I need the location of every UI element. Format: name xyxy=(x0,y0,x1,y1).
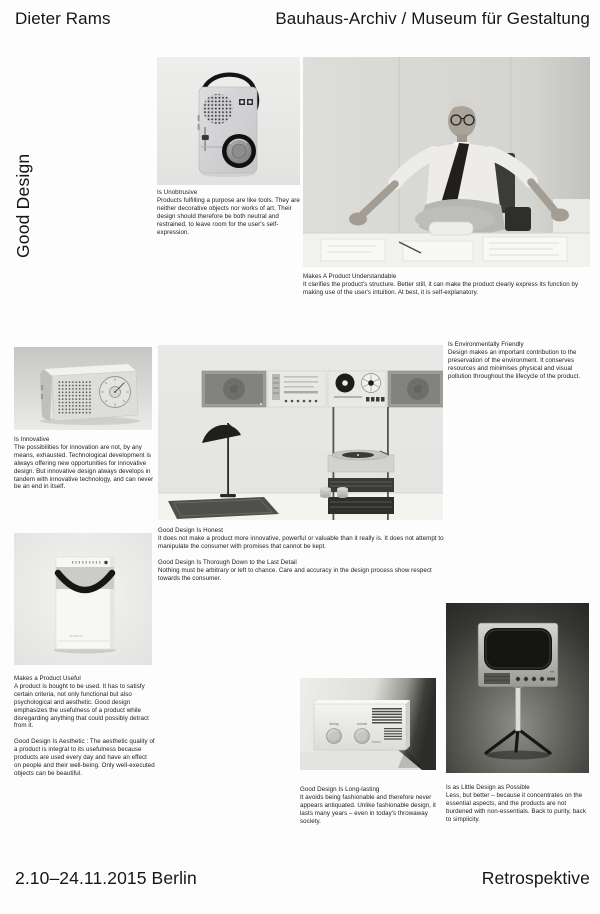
caption-innovative xyxy=(14,436,155,491)
caption-environmental xyxy=(448,341,591,381)
tuning-dial xyxy=(100,377,131,408)
figure-tv-set xyxy=(446,603,589,773)
caption-minimal xyxy=(446,784,592,824)
caption-heading: Is Unobtrusive xyxy=(157,189,198,196)
caption-useful-aesthetic xyxy=(14,675,155,778)
control-unit xyxy=(268,371,326,407)
tabletop-radio-illustration xyxy=(14,347,152,430)
portable-appliance-illustration xyxy=(14,533,152,665)
chair-armrest xyxy=(505,207,531,231)
speaker-grille xyxy=(203,94,233,124)
vertical-title: Good Design xyxy=(13,153,33,258)
tuning-label: tuning xyxy=(329,722,339,726)
figure-dieter-rams-portrait xyxy=(303,57,590,267)
pocket-radio-illustration xyxy=(157,57,300,185)
figure-hifi-wall-unit xyxy=(158,345,443,520)
hifi-illustration xyxy=(158,345,443,520)
caption-understandable xyxy=(303,273,591,297)
caption-longlasting xyxy=(300,786,442,826)
venue-name: Bauhaus-Archiv / Museum für Gestaltung xyxy=(275,9,590,28)
left-speaker xyxy=(202,371,266,407)
speaker-grille xyxy=(58,380,92,414)
volume-label: volume xyxy=(356,722,368,726)
record-player xyxy=(328,450,394,472)
small-radio-illustration xyxy=(300,678,436,770)
caption-body: Nothing must be arbitrary or left to chance. Care and accuracy in the design process show respect towards the consumer. xyxy=(158,566,432,582)
caption-heading: Good Design Is Long-lasting xyxy=(300,786,380,793)
caption-heading: Is as Little Design as Possible xyxy=(446,784,530,791)
brand-mark: braun xyxy=(70,633,83,638)
exhibition-dates: 2.10–24.11.2015 Berlin xyxy=(15,868,197,888)
caption-body: Good Design Is Aesthetic : The aesthetic quality of a product is integral to its usefulness because products are used every day and have an effect on people and their well-being. Only well-executed objects can be beautiful. xyxy=(14,738,155,777)
tape-deck xyxy=(328,371,386,407)
brand-mark: braun xyxy=(372,740,381,744)
caption-body: It avoids being fashionable and therefore never appears antiquated. Unlike fashionable design, it lasts many years – even in today's throwaway society. xyxy=(300,793,436,825)
artist-name: Dieter Rams xyxy=(15,9,111,28)
tv-illustration xyxy=(446,603,589,773)
tv-stem xyxy=(515,685,520,731)
caption-heading: Is Environmentally Friendly xyxy=(448,341,524,348)
caption-body: It clarifies the product's structure. Better still, it can make the product clearly express its function by making use of the user's intuition. At best, it is self-explanatory. xyxy=(303,280,579,296)
caption-heading: Good Design Is Thorough Down to the Last Detail xyxy=(158,558,297,566)
tv-screen xyxy=(484,628,552,670)
caption-body: The possibilities for innovation are not, by any means, exhausted. Technological development is always offering new opportunities for innovative design. But innovative design always develops in tandem with innovative technology, and can never be an end in itself. xyxy=(14,443,154,491)
caption-heading: Makes A Product Understandable xyxy=(303,273,397,280)
caption-heading: Good Design Is Honest xyxy=(158,527,224,534)
caption-heading: Is Innovative xyxy=(14,436,50,443)
exhibition-title: Retrospektive xyxy=(481,868,590,888)
caption-body: Less, but better – because it concentrates on the essential aspects, and the products are not burdened with non-essentials. Back to purity, back to simplicity. xyxy=(446,791,586,823)
caption-body: Products fulfilling a purpose are like tools. They are neither decorative objects nor works of art. Their design should therefore be both neutral and restrained, to leave room for the user's self-expression. xyxy=(157,196,300,236)
figure-small-radio xyxy=(300,678,436,770)
figure-portable-appliance xyxy=(14,533,152,665)
caption-unobtrusive xyxy=(157,189,300,236)
figure-pocket-radio xyxy=(157,57,300,185)
right-speaker xyxy=(388,371,443,407)
caption-body: A product is bought to be used. It has to satisfy certain criteria, not only functional but also psychological and aesthetic. Good design emphasizes the usefulness of a product while disregarding anything that could possibly detract from it. xyxy=(14,682,149,730)
vent-slots xyxy=(72,561,100,564)
caption-body: It does not make a product more innovative, powerful or valuable than it really is. It does not attempt to manipulate the consumer with promises that cannot be kept. xyxy=(158,534,444,550)
dieter-rams-photo-illustration xyxy=(303,57,590,267)
figure-tabletop-radio xyxy=(14,347,152,430)
caption-honest-thorough xyxy=(158,527,446,582)
caption-body: Design makes an important contribution to the preservation of the environment. It conserves resources and minimises physical and visual pollution throughout the lifecycle of the product. xyxy=(448,348,581,380)
caption-heading: Makes a Product Useful xyxy=(14,675,81,682)
